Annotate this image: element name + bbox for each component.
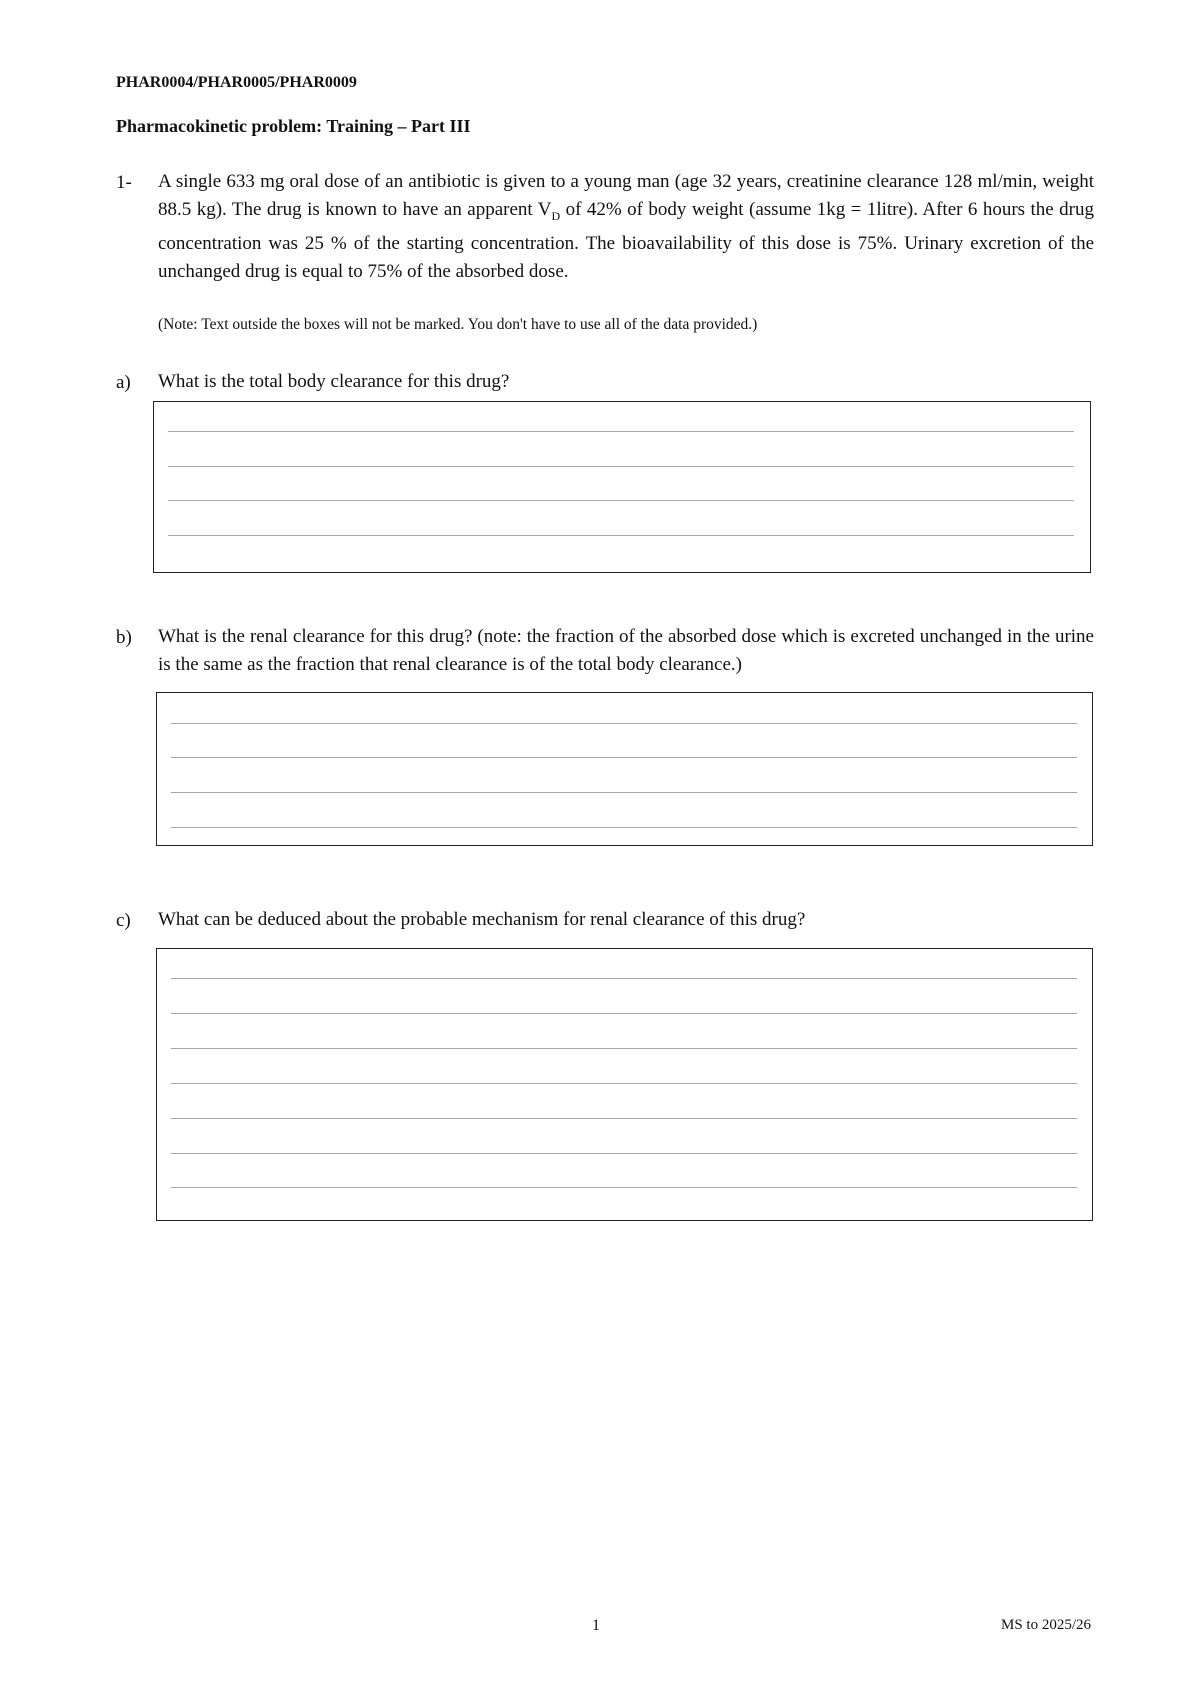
answer-line [171, 1083, 1077, 1084]
course-code: PHAR0004/PHAR0005/PHAR0009 [116, 74, 357, 91]
answer-line [171, 1118, 1077, 1119]
question-text [158, 168, 1094, 286]
part-c-label: c) [116, 910, 131, 931]
answer-line [171, 757, 1077, 758]
answer-line [171, 723, 1077, 724]
answer-line [168, 431, 1074, 432]
question-text-part1: A single 633 mg oral dose of an antibiotic is given to a young man (age 32 years, creatinine clearance 128 ml/min, weight 88.5 kg). The drug is known to have an apparent V [158, 171, 1094, 220]
answer-line [171, 1187, 1077, 1188]
answer-line [168, 535, 1074, 536]
answer-line [171, 827, 1077, 828]
answer-line [171, 792, 1077, 793]
question-text-part2: of 42% of body weight (assume 1kg = 1litre). After 6 hours the drug concentration was 25 % of the starting concentration. The bioavailability of this dose is 75%. Urinary excretion of the unchanged drug is equal to 75% of the absorbed dose. [158, 199, 1094, 282]
question-note: (Note: Text outside the boxes will not be marked. You don't have to use all of the data provided.) [158, 316, 758, 333]
answer-line [171, 1048, 1077, 1049]
answer-box-c[interactable] [156, 948, 1093, 1221]
vd-subscript: D [551, 208, 561, 223]
part-b-text: What is the renal clearance for this drug? (note: the fraction of the absorbed dose which is excreted unchanged in the urine is the same as the fraction that renal clearance is of the total body clearance.) [158, 626, 1094, 675]
answer-line [171, 1153, 1077, 1154]
answer-line [168, 500, 1074, 501]
ms-label: MS to 2025/26 [1001, 1617, 1092, 1633]
part-b-label: b) [116, 627, 132, 648]
answer-box-b[interactable] [156, 692, 1093, 846]
answer-box-a[interactable] [153, 401, 1091, 573]
answer-line [171, 978, 1077, 979]
answer-line [168, 466, 1074, 467]
part-a-text: What is the total body clearance for this drug? [158, 371, 510, 392]
part-a-label: a) [116, 372, 131, 393]
answer-line [171, 1013, 1077, 1014]
page-title: Pharmacokinetic problem: Training – Part III [116, 116, 471, 136]
question-number: 1- [116, 172, 132, 193]
part-c-text: What can be deduced about the probable mechanism for renal clearance of this drug? [158, 909, 806, 930]
page-number: 1 [592, 1617, 600, 1634]
